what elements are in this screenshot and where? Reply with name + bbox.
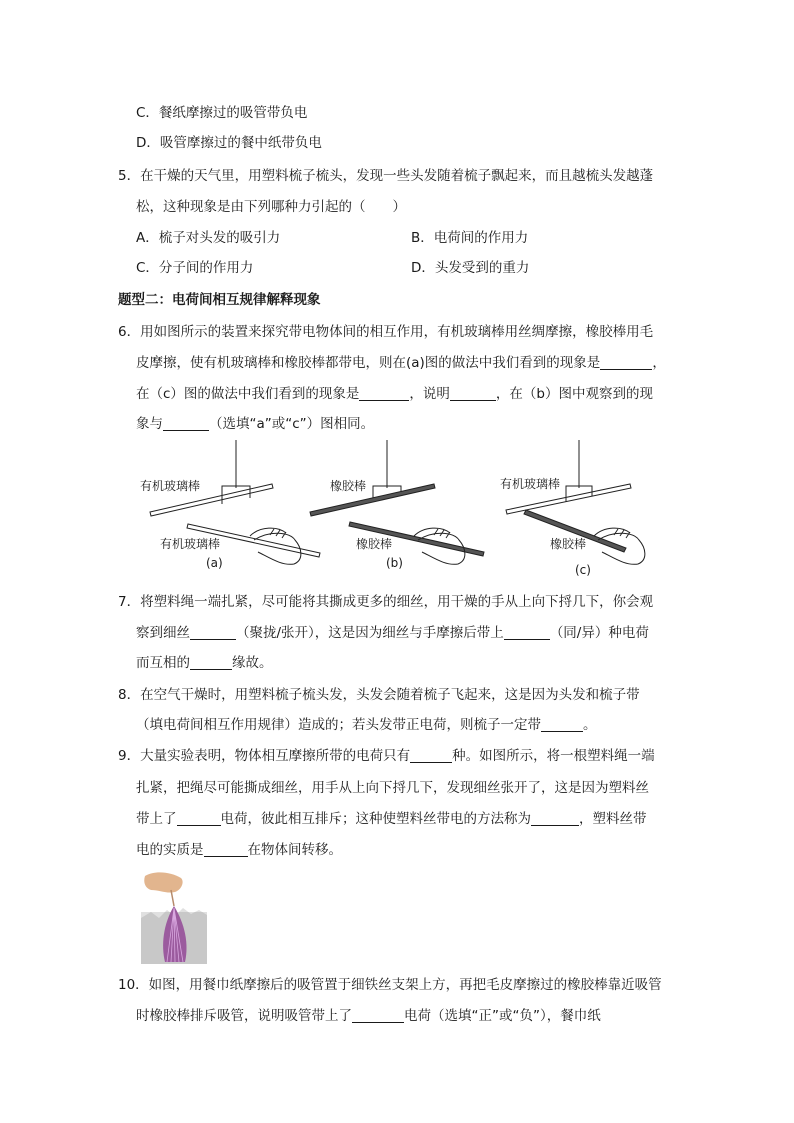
option-c: C．餐纸摩擦过的吸管带负电 — [136, 105, 308, 121]
figure-a-caption: (a) — [206, 556, 223, 570]
question-6-line-3: 在（c）图的做法中我们看到的现象是 ，说明 ，在（b）图中观察到的现 — [136, 386, 653, 402]
question-7-line-3: 而互相的 缘故。 — [136, 655, 273, 671]
question-6-line-2: 皮摩擦，使有机玻璃棒和橡胶棒都带电，则在(a)图的做法中我们看到的现象是 ， — [136, 355, 666, 371]
answer-blank[interactable] — [177, 811, 221, 826]
answer-blank[interactable] — [352, 1008, 404, 1023]
question-7-line-2: 察到细丝 （聚拢/张开），这是因为细丝与手摩擦后带上 （同/异）种电荷 — [136, 625, 649, 641]
question-5-option-a: A．梳子对头发的吸引力 — [136, 230, 281, 246]
question-9-line-3: 带上了 电荷，彼此相互排斥；这种使塑料丝带电的方法称为 ，塑料丝带 — [136, 811, 647, 827]
figure-c-caption: (c) — [575, 563, 591, 577]
figure-b-top-label: 橡胶棒 — [330, 479, 367, 493]
answer-blank[interactable] — [541, 717, 583, 732]
answer-blank[interactable] — [190, 655, 232, 670]
figure-c-top-label: 有机玻璃棒 — [500, 477, 561, 491]
answer-blank[interactable] — [410, 748, 452, 763]
answer-blank[interactable] — [359, 386, 409, 401]
question-6-line-4: 象与 （选填“a”或“c”）图相同。 — [136, 416, 375, 432]
question-9-line-4: 电的实质是 在物体间转移。 — [136, 842, 342, 858]
option-d: D．吸管摩擦过的餐中纸带负电 — [136, 135, 322, 151]
question-9-photo — [141, 868, 207, 964]
question-5-line-2: 松，这种现象是由下列哪种力引起的（ ） — [136, 199, 406, 215]
answer-blank[interactable] — [600, 355, 652, 370]
question-8-line-1: 8．在空气干燥时，用塑料梳子梳头发，头发会随着梳子飞起来，这是因为头发和梳子带 — [118, 687, 640, 703]
stand-bracket — [566, 486, 592, 502]
figure-b-bottom-label: 橡胶棒 — [356, 537, 393, 551]
answer-blank[interactable] — [450, 386, 496, 401]
question-9-line-2: 扎紧，把绳尽可能撕成细丝，用手从上向下捋几下，发现细丝张开了，这是因为塑料丝 — [136, 780, 649, 796]
figure-b-caption: (b) — [386, 556, 403, 570]
answer-blank[interactable] — [204, 842, 248, 857]
question-5-option-b: B．电荷间的作用力 — [411, 230, 529, 246]
figure-a-bottom-label: 有机玻璃棒 — [160, 537, 221, 551]
question-5-option-c: C．分子间的作用力 — [136, 260, 254, 276]
question-10-line-1: 10．如图，用餐巾纸摩擦后的吸管置于细铁丝支架上方，再把毛皮摩擦过的橡胶棒靠近吸管 — [118, 977, 662, 993]
question-7-line-1: 7．将塑料绳一端扎紧，尽可能将其撕成更多的细丝，用干燥的手从上向下捋几下，你会观 — [118, 594, 654, 610]
question-8-line-2: （填电荷间相互作用规律）造成的；若头发带正电荷，则梳子一定带 。 — [136, 717, 597, 733]
answer-blank[interactable] — [163, 416, 209, 431]
question-5-option-d: D．头发受到的重力 — [411, 260, 530, 276]
question-9-line-1: 9．大量实验表明，物体相互摩擦所带的电荷只有 种。如图所示，将一根塑料绳一端 — [118, 748, 655, 764]
section-title: 题型二：电荷间相互规律解释现象 — [118, 292, 321, 308]
question-10-line-2: 时橡胶棒排斥吸管，说明吸管带上了 电荷（选填“正”或“负”），餐巾纸 — [136, 1008, 601, 1024]
figure-a-top-label: 有机玻璃棒 — [140, 479, 201, 493]
answer-blank[interactable] — [504, 625, 550, 640]
answer-blank[interactable] — [531, 811, 579, 826]
question-5-line-1: 5．在干燥的天气里，用塑料梳子梳头，发现一些头发随着梳子飘起来，而且越梳头发越蓬 — [118, 168, 654, 184]
figure-c-bottom-label: 橡胶棒 — [550, 537, 587, 551]
question-6-figure — [130, 440, 650, 582]
answer-blank[interactable] — [190, 625, 236, 640]
question-6-line-1: 6．用如图所示的装置来探究带电物体间的相互作用，有机玻璃棒用丝绸摩擦，橡胶棒用毛 — [118, 324, 654, 340]
